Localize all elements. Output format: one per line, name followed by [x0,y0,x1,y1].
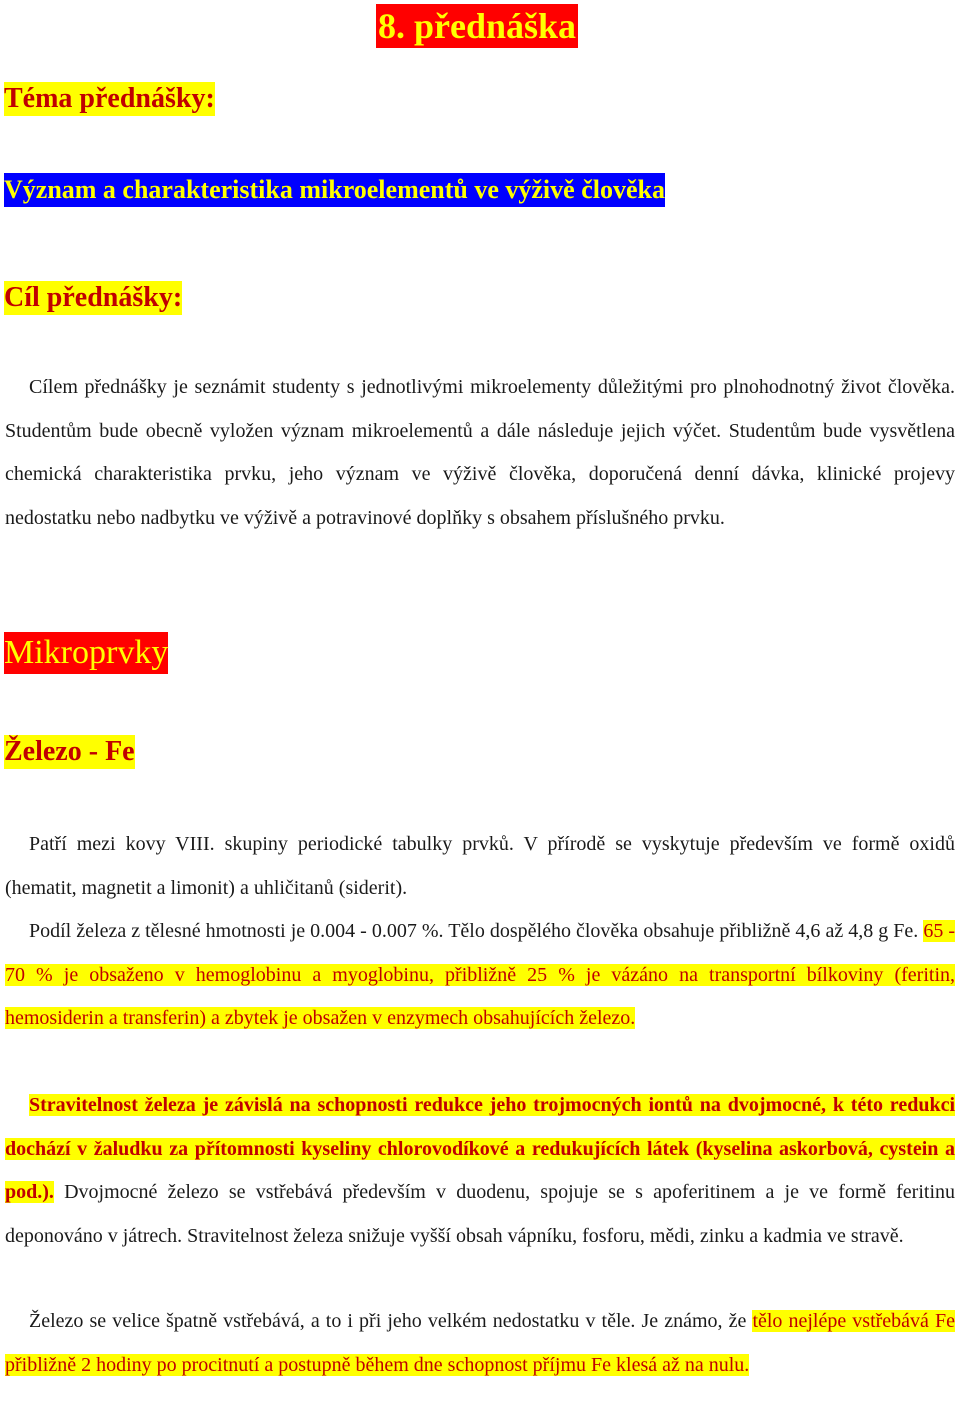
iron-heading: Železo - Fe [4,736,135,767]
aim-heading: Cíl přednášky: [4,282,183,313]
iron-paragraph-2 [5,910,955,1041]
iron-p4-plain: Železo se velice špatně vstřebává, a to i při jeho velkém nedostatku v těle. Je známo, že [29,1310,747,1332]
iron-p3-plain: Dvojmocné železo se vstřebává především v duodenu, spojuje se s apoferitinem a je ve formě feritinu deponováno v játrech. Stravitelnost železa snižuje vyšší obsah vápníku, fosforu, mědi, zinku a kadmia ve stravě. [5,1181,956,1247]
topic-title: Význam a charakteristika mikroelementů ve výživě člověka [4,173,665,207]
lecture-title: 8. přednáška [378,6,577,46]
aim-text: Cílem přednášky je seznámit studenty s jednotlivými mikroelementy důležitými pro plnohodnotný život člověka. Studentům bude obecně vyložen význam mikroelementů a dále následuje jejich výčet. Studentům bude vysvětlena chemická charakteristika prvku, jeho význam ve výživě člověka, doporučená denní dávka, klinické projevy nedostatku nebo nadbytku ve výživě a potravinové doplňky s obsahem příslušného prvku. [5,376,955,529]
topic-heading: Téma přednášky: [4,83,215,114]
iron-paragraph-1 [5,823,955,910]
iron-p2-highlight: 65 - 70 % je obsaženo v hemoglobinu a myoglobinu, přibližně 25 % je vázáno na transportní bílkoviny (feritin, hemosiderin a transferin) a zbytek je obsažen v enzymech obsahujících železo. [5,920,955,1029]
micro-heading: Mikroprvky [4,632,168,674]
iron-paragraph-4 [5,1300,955,1387]
iron-paragraph-3 [5,1084,955,1258]
iron-p1-text: Patří mezi kovy VIII. skupiny periodické tabulky prvků. V přírodě se vyskytuje především ve formě oxidů (hematit, magnetit a limonit) a uhličitanů (siderit). [5,833,955,899]
iron-p3-highlight: Stravitelnost železa je závislá na schopnosti redukce jeho trojmocných iontů na dvojmocné, k této redukci dochází v žaludku za přítomnosti kyseliny chlorovodíkové a redukujících látek (kyselina askorbová, cystein a pod.). [5,1094,955,1203]
aim-paragraph [5,366,955,540]
iron-p4-highlight: tělo nejlépe vstřebává Fe přibližně 2 hodiny po procitnutí a postupně během dne schopnost příjmu Fe klesá až na nulu. [5,1310,956,1376]
iron-p2-plain: Podíl železa z tělesné hmotnosti je 0.004 - 0.007 %. Tělo dospělého člověka obsahuje přibližně 4,6 až 4,8 g Fe. [29,920,919,942]
